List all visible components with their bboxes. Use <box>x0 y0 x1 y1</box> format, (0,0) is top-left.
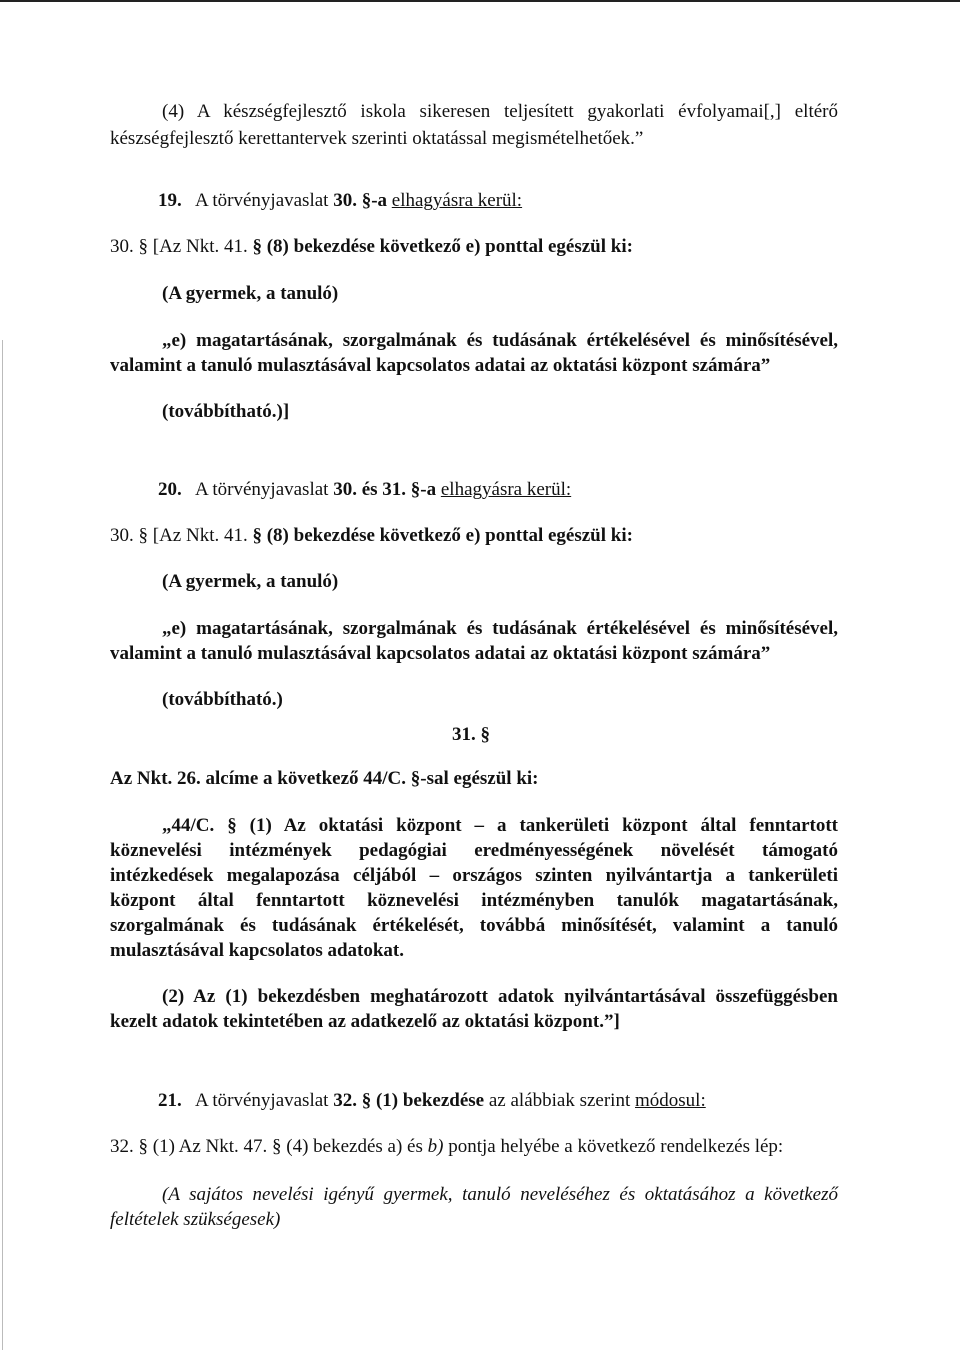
item-20-closing: (továbbítható.) <box>162 689 283 710</box>
item-21-italic-line2: feltételek szükségesek) <box>110 1209 281 1230</box>
section-44c-p2-line2: kezelt adatok tekintetében az adatkezelő az oktatási központ.”] <box>110 1011 620 1032</box>
item-21-action: módosul: <box>635 1090 706 1111</box>
item-19-law-amendment: § (8) bekezdése következő e) ponttal egészül ki: <box>252 236 633 257</box>
item-19-action: elhagyásra kerül: <box>391 190 523 211</box>
item-19-intro: A törvényjavaslat <box>194 190 329 211</box>
para4-line2: készségfejlesztő kerettantervek szerinti oktatással megismételhetőek.” <box>110 128 644 149</box>
item-20-intro: A törvényjavaslat <box>194 479 329 500</box>
top-border-line <box>0 0 960 2</box>
item-20-heading <box>158 478 571 501</box>
item-19-ref: 30. §-a <box>333 190 388 211</box>
section-31-intro: Az Nkt. 26. alcíme a következő 44/C. §-sal egészül ki: <box>110 768 539 789</box>
scan-edge-line <box>2 340 3 1350</box>
item-19-heading <box>158 189 522 212</box>
item-21-law-rest: pontja helyébe a következő rendelkezés lép: <box>448 1136 784 1157</box>
item-19-number: 19. <box>158 190 182 211</box>
para4-line1: (4) A készségfejlesztő iskola sikeresen teljesített gyakorlati évfolyamai[,] eltérő <box>162 101 838 122</box>
section-44c-p1-line6: mulasztásával kapcsolatos adatokat. <box>110 940 404 961</box>
item-20-law-ref: 30. § [Az Nkt. 41. <box>110 525 248 546</box>
item-21-ref: 32. § (1) bekezdése <box>333 1090 485 1111</box>
item-20-action: elhagyásra kerül: <box>440 479 572 500</box>
item-19-context: (A gyermek, a tanuló) <box>162 283 339 304</box>
item-21-law-point: b) <box>427 1136 444 1157</box>
item-19-closing: (továbbítható.)] <box>162 401 290 422</box>
section-44c-p1-line5: szorgalmának és tudásának értékelését, továbbá minősítését, valamint a tanuló <box>110 915 838 936</box>
item-20-ref: 30. és 31. §-a <box>333 479 437 500</box>
item-20-text-line2: valamint a tanuló mulasztásával kapcsolatos adatai az oktatási központ számára” <box>110 643 771 664</box>
item-21-law-line <box>110 1135 783 1158</box>
item-21-number: 21. <box>158 1090 182 1111</box>
section-44c-p1-line1: „44/C. § (1) Az oktatási központ – a tankerületi központ által fenntartott <box>162 815 838 836</box>
item-20-law-amendment: § (8) bekezdése következő e) ponttal egészül ki: <box>252 525 633 546</box>
item-19-law-line <box>110 235 633 258</box>
item-20-text-line1: „e) magatartásának, szorgalmának és tudásának értékelésével és minősítésével, <box>162 618 838 639</box>
item-19-law-ref: 30. § [Az Nkt. 41. <box>110 236 248 257</box>
item-20-number: 20. <box>158 479 182 500</box>
item-21-intro: A törvényjavaslat <box>194 1090 329 1111</box>
item-21-action-pre: az alábbiak szerint <box>488 1090 631 1111</box>
item-20-context: (A gyermek, a tanuló) <box>162 571 339 592</box>
section-31-heading: 31. § <box>452 724 490 745</box>
item-20-law-line <box>110 524 633 547</box>
item-19-text-line2: valamint a tanuló mulasztásával kapcsolatos adatai az oktatási központ számára” <box>110 355 771 376</box>
section-44c-p1-line3: intézkedések megalapozása céljából – országos szinten nyilvántartja a tankerületi <box>110 865 838 886</box>
item-21-italic-line1: (A sajátos nevelési igényű gyermek, tanuló neveléséhez és oktatásához a következő <box>162 1184 838 1205</box>
section-44c-p2-line1: (2) Az (1) bekezdésben meghatározott adatok nyilvántartásával összefüggésben <box>162 986 838 1007</box>
item-19-text-line1: „e) magatartásának, szorgalmának és tudásának értékelésével és minősítésével, <box>162 330 838 351</box>
item-21-heading <box>158 1089 706 1112</box>
section-44c-p1-line2: köznevelési intézmények pedagógiai eredményességének növelését támogató <box>110 840 838 861</box>
item-21-law-ref: 32. § (1) Az Nkt. 47. § (4) bekezdés a) és <box>110 1136 423 1157</box>
section-44c-p1-line4: központ által fenntartott köznevelési intézményben tanulók magatartásának, <box>110 890 838 911</box>
